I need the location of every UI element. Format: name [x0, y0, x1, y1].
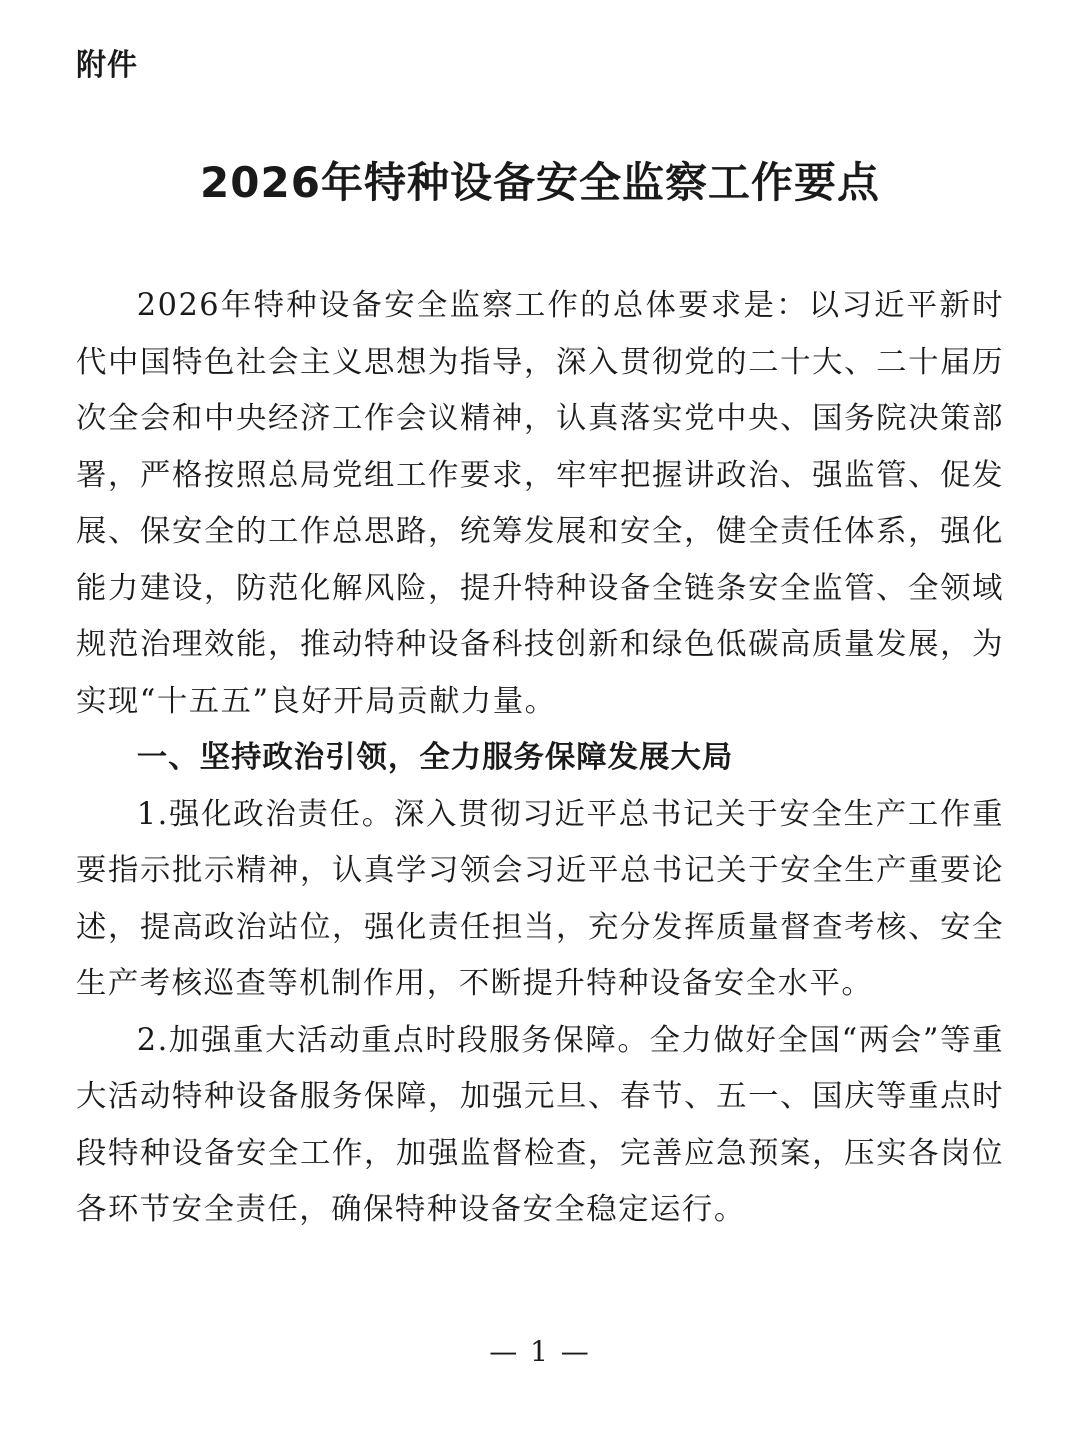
list-item: 2.加强重大活动重点时段服务保障。全力做好全国“两会”等重大活动特种设备服务保障，加强元旦、春节、五一、国庆等重点时段特种设备安全工作，加强监督检查，完善应急预案，压实各岗位各环节安全责任，确保特种设备安全稳定运行。: [76, 1022, 1004, 1227]
list-item: 1.强化政治责任。深入贯彻习近平总书记关于安全生产工作重要指示批示精神，认真学习领会习近平总书记关于安全生产重要论述，提高政治站位，强化责任担当，充分发挥质量督查考核、安全生产考核巡查等机制作用，不断提升特种设备安全水平。: [76, 796, 1004, 1001]
attachment-label: 附件: [76, 48, 138, 83]
document-body: [76, 278, 1004, 1239]
document-title: 2026年特种设备安全监察工作要点: [200, 158, 880, 207]
section-heading: 一、坚持政治引领，全力服务保障发展大局: [136, 740, 734, 775]
intro-paragraph: 2026年特种设备安全监察工作的总体要求是：以习近平新时代中国特色社会主义思想为指导，深入贯彻党的二十大、二十届历次全会和中央经济工作会议精神，认真落实党中央、国务院决策部署，严格按照总局党组工作要求，牢牢把握讲政治、强监管、促发展、保安全的工作总思路，统筹发展和安全，健全责任体系，强化能力建设，防范化解风险，提升特种设备全链条安全监管、全领域规范治理效能，推动特种设备科技创新和绿色低碳高质量发展，为实现“十五五”良好开局贡献力量。: [76, 288, 1004, 719]
page-number: — 1 —: [489, 1335, 591, 1368]
